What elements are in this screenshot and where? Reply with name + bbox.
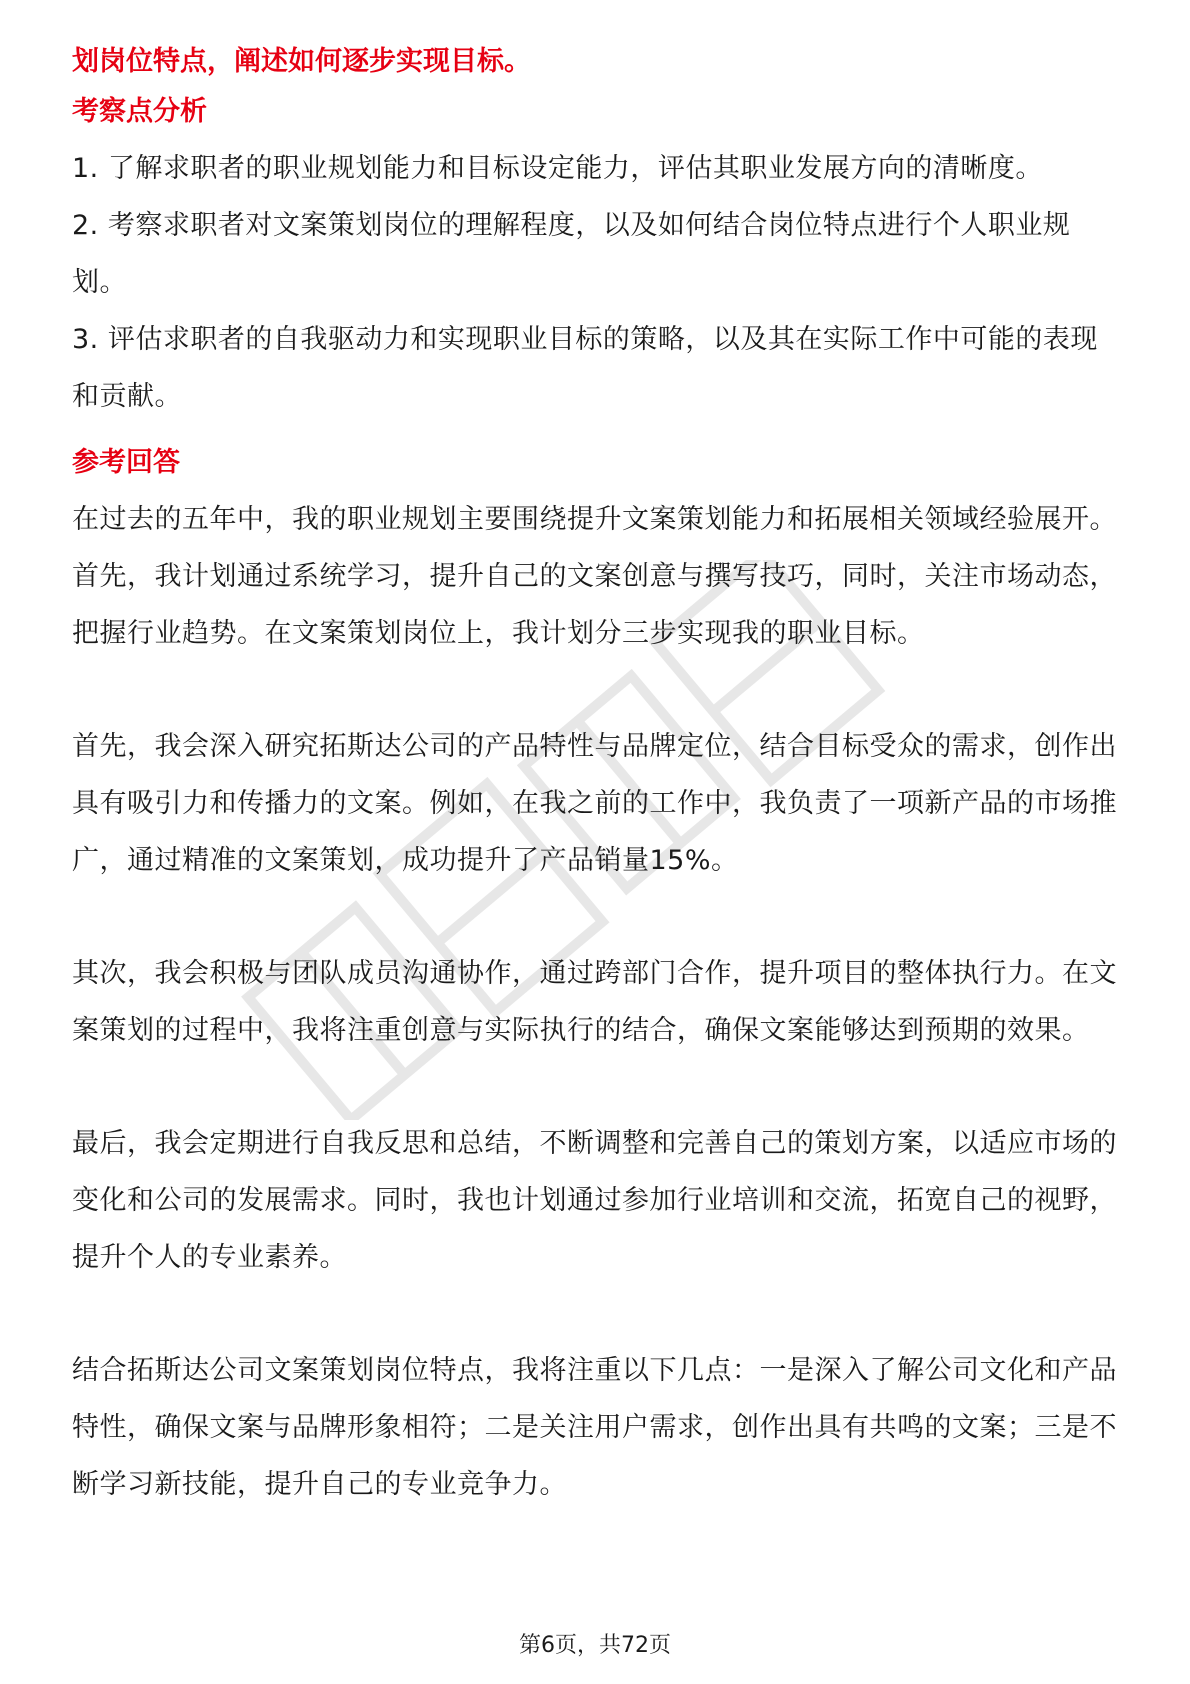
answer-paragraph-2: 首先，我会深入研究拓斯达公司的产品特性与品牌定位，结合目标受众的需求，创作出具有吸引力和传播力的文案。例如，在我之前的工作中，我负责了一项新产品的市场推广，通过精准的文案策划，成功提升了产品销量15%。 (72, 731, 1117, 876)
analysis-item-3: 3. 评估求职者的自我驱动力和实现职业目标的策略，以及其在实际工作中可能的表现和贡献。 (72, 324, 1098, 412)
page-number: 第6页，共72页 (519, 1633, 671, 1658)
analysis-item-1: 1. 了解求职者的职业规划能力和目标设定能力，评估其职业发展方向的清晰度。 (72, 153, 1043, 184)
answer-paragraph-3: 其次，我会积极与团队成员沟通协作，通过跨部门合作，提升项目的整体执行力。在文案策划的过程中，我将注重创意与实际执行的结合，确保文案能够达到预期的效果。 (72, 958, 1117, 1046)
answer-title: 参考回答 (72, 447, 180, 478)
question-continuation: 划岗位特点，阐述如何逐步实现目标。 (72, 46, 531, 77)
answer-body (72, 491, 1122, 1513)
analysis-item-2: 2. 考察求职者对文案策划岗位的理解程度，以及如何结合岗位特点进行个人职业规划。 (72, 210, 1071, 298)
answer-paragraph-5: 结合拓斯达公司文案策划岗位特点，我将注重以下几点：一是深入了解公司文化和产品特性，确保文案与品牌形象相符；二是关注用户需求，创作出具有共鸣的文案；三是不断学习新技能，提升自己的专业竞争力。 (72, 1355, 1117, 1500)
answer-paragraph-4: 最后，我会定期进行自我反思和总结，不断调整和完善自己的策划方案，以适应市场的变化和公司的发展需求。同时，我也计划通过参加行业培训和交流，拓宽自己的视野，提升个人的专业素养。 (72, 1128, 1117, 1273)
answer-paragraph-1: 在过去的五年中，我的职业规划主要围绕提升文案策划能力和拓展相关领域经验展开。首先，我计划通过系统学习，提升自己的文案创意与撰写技巧，同时，关注市场动态，把握行业趋势。在文案策划岗位上，我计划分三步实现我的职业目标。 (72, 504, 1117, 649)
analysis-list (72, 140, 1122, 425)
analysis-title: 考察点分析 (72, 96, 207, 127)
document-page (72, 42, 1122, 1513)
